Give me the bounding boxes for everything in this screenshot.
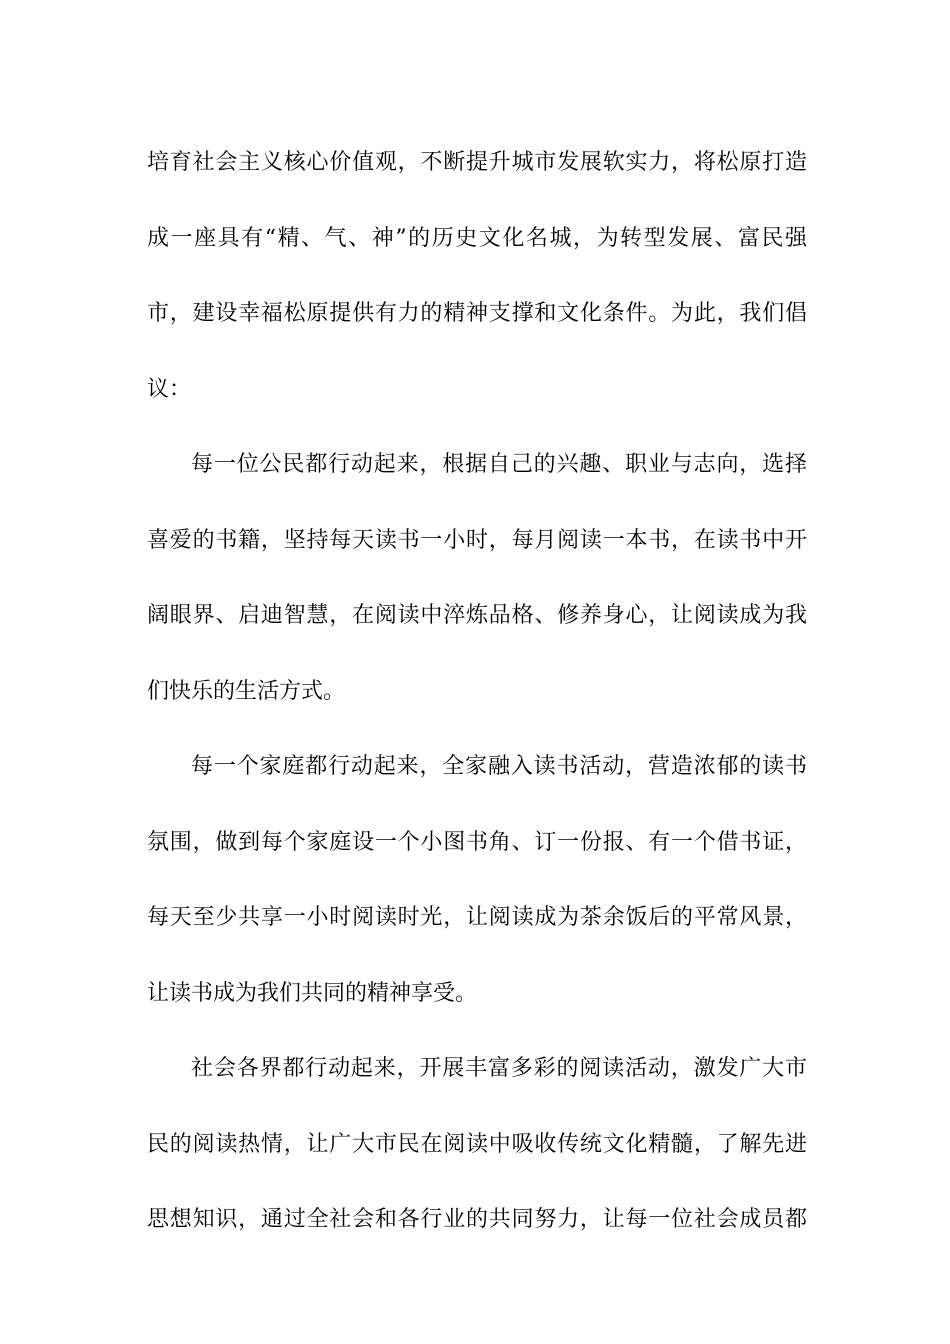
text-line: 阔眼界、启迪智慧，在阅读中淬炼品格、修养身心，让阅读成为我 <box>147 603 807 628</box>
text-line: 每天至少共享一小时阅读时光，让阅读成为茶余饭后的平常风景， <box>147 905 807 930</box>
text-line: 每一个家庭都行动起来，全家融入读书活动，营造浓郁的读书 <box>191 754 807 779</box>
text-line: 市，建设幸福松原提供有力的精神支撑和文化条件。为此，我们倡 <box>147 301 807 326</box>
text-line: 氛围，做到每个家庭设一个小图书角、订一份报、有一个借书证， <box>147 829 807 855</box>
text-line: 喜爱的书籍，坚持每天读书一小时，每月阅读一本书，在读书中开 <box>147 527 807 553</box>
paragraph-4 <box>147 1031 807 1258</box>
text-line: 社会各界都行动起来，开展丰富多彩的阅读活动，激发广大市 <box>191 1056 807 1081</box>
text-line: 民的阅读热情，让广大市民在阅读中吸收传统文化精髓，了解先进 <box>147 1131 807 1157</box>
body-text <box>147 125 807 1258</box>
text-line: 成一座具有“精、气、神”的历史文化名城，为转型发展、富民强 <box>147 225 807 251</box>
paragraph-1 <box>147 125 807 427</box>
text-line: 们快乐的生活方式。 <box>147 678 346 704</box>
text-line: 让读书成为我们共同的精神享受。 <box>147 980 478 1006</box>
text-line: 每一位公民都行动起来，根据自己的兴趣、职业与志向，选择 <box>191 452 807 477</box>
text-line: 议： <box>147 376 192 402</box>
text-line: 思想知识，通过全社会和各行业的共同努力，让每一位社会成员都 <box>147 1207 807 1232</box>
text-line: 培育社会主义核心价值观，不断提升城市发展软实力，将松原打造 <box>147 150 807 175</box>
paragraph-3 <box>147 729 807 1031</box>
paragraph-2 <box>147 427 807 729</box>
